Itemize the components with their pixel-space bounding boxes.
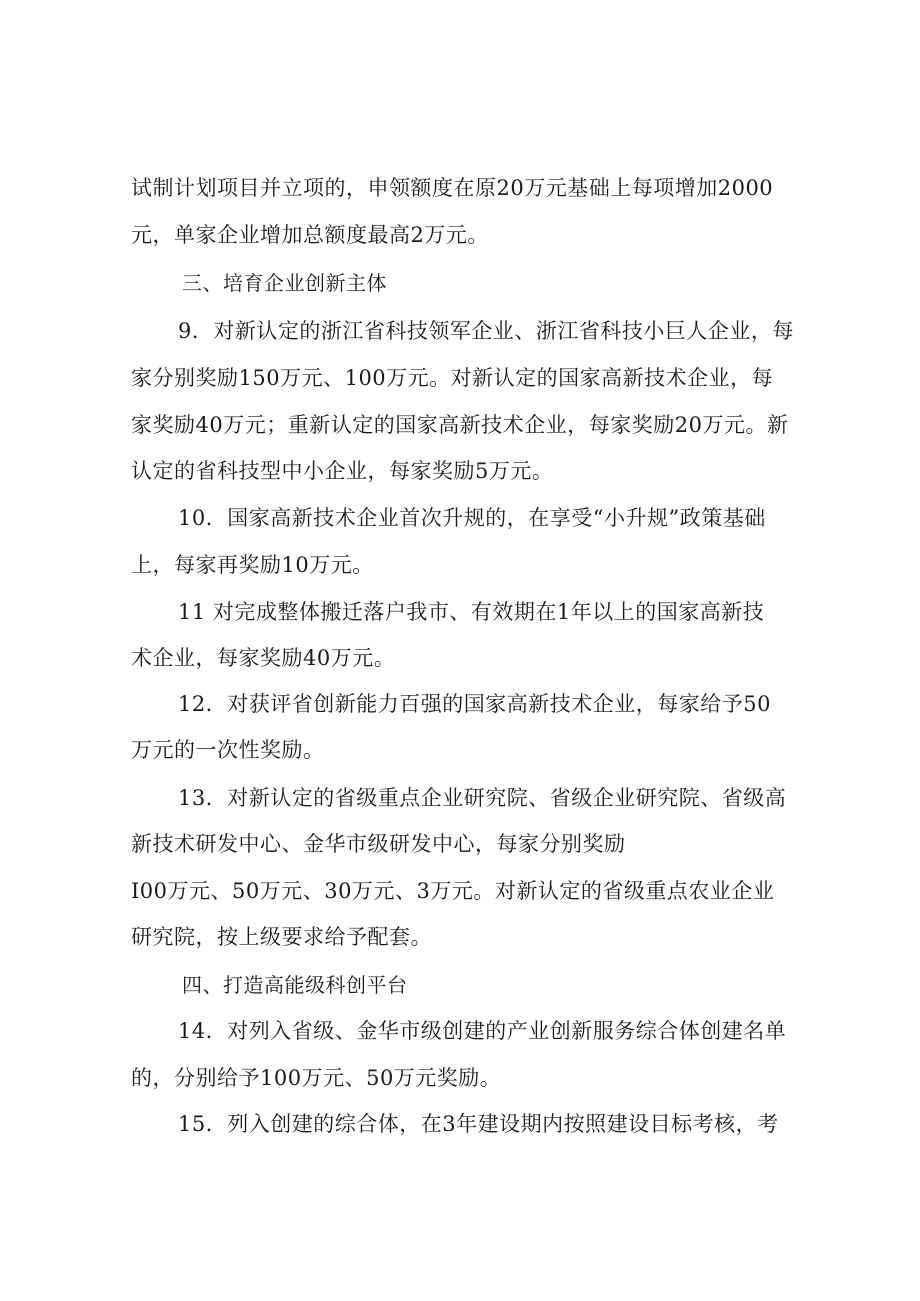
paragraph-line: 14．对列入省级、金华市级创建的产业创新服务综合体创建名单 xyxy=(178,1019,787,1043)
paragraph-line: 认定的省科技型中小企业，每家奖励5万元。 xyxy=(131,459,554,483)
paragraph-line: 12．对获评省创新能力百强的国家高新技术企业，每家给予50 xyxy=(178,692,771,716)
paragraph-line: 的，分别给予100万元、50万元奖励。 xyxy=(131,1066,502,1090)
paragraph-line: 11 对完成整体搬迁落户我市、有效期在1年以上的国家高新技 xyxy=(178,600,765,624)
paragraph-line: 10．国家高新技术企业首次升规的，在享受“小升规”政策基础 xyxy=(178,506,766,530)
paragraph-line: 元，单家企业增加总额度最高2万元。 xyxy=(131,223,489,247)
paragraph-line: 9．对新认定的浙江省科技领军企业、浙江省科技小巨人企业，每 xyxy=(178,319,794,343)
paragraph-line: 试制计划项目并立项的，申领额度在原20万元基础上每项增加2000 xyxy=(131,176,774,200)
paragraph-line: 万元的一次性奖励。 xyxy=(131,738,325,762)
section-heading: 四、打造高能级科创平台 xyxy=(182,973,408,997)
paragraph-line: 家分别奖励150万元、100万元。对新认定的国家高新技术企业，每 xyxy=(131,366,774,390)
paragraph-line: 新技术研发中心、金华市级研发中心，每家分别奖励 xyxy=(131,832,626,856)
paragraph-line: I00万元、50万元、30万元、3万元。对新认定的省级重点农业企业 xyxy=(131,879,775,903)
section-heading: 三、培育企业创新主体 xyxy=(182,271,387,295)
paragraph-line: 研究院，按上级要求给予配套。 xyxy=(131,925,432,949)
paragraph-line: 术企业，每家奖励40万元。 xyxy=(131,646,396,670)
paragraph-line: 家奖励40万元；重新认定的国家高新技术企业，每家奖励20万元。新 xyxy=(131,413,789,437)
paragraph-line: 15．列入创建的综合体，在3年建设期内按照建设目标考核，考 xyxy=(178,1112,779,1136)
paragraph-line: 13．对新认定的省级重点企业研究院、省级企业研究院、省级高 xyxy=(178,786,787,810)
paragraph-line: 上，每家再奖励10万元。 xyxy=(131,553,374,577)
